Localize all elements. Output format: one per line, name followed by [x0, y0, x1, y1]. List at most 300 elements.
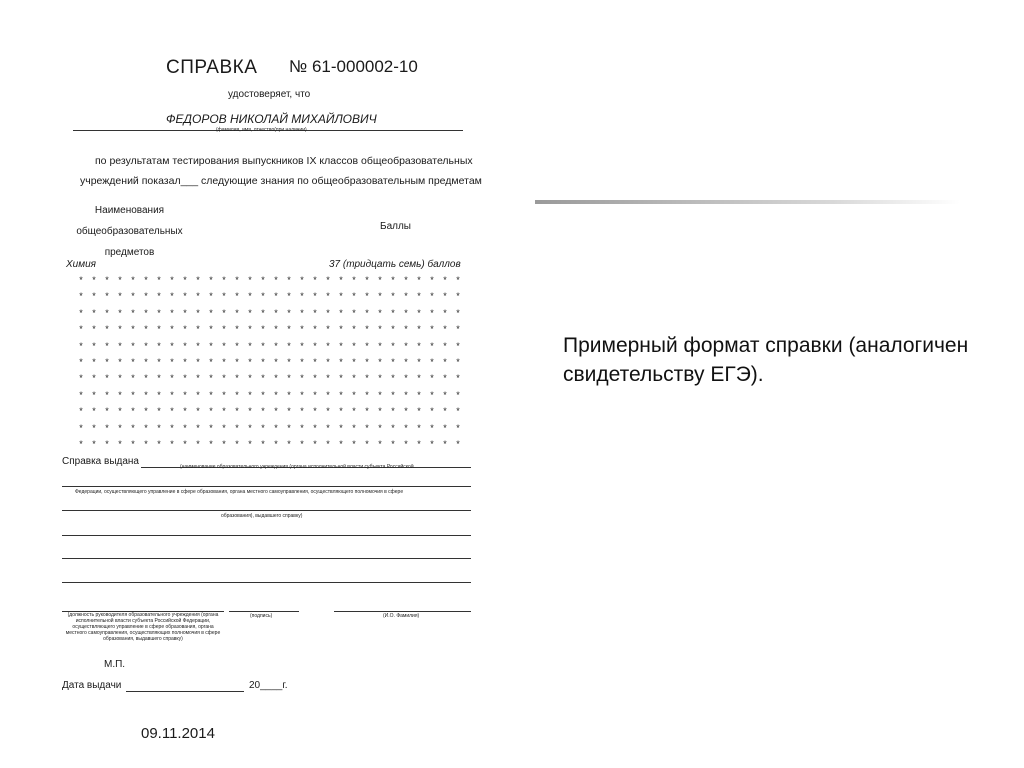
star-mark: * — [118, 357, 122, 367]
star-mark: * — [300, 324, 304, 335]
star-mark: * — [79, 275, 83, 285]
star-mark: * — [261, 373, 265, 384]
star-mark: * — [79, 340, 83, 351]
star-mark: * — [118, 406, 122, 417]
star-mark: * — [118, 291, 122, 302]
star-mark: * — [365, 291, 369, 302]
person-name: ФЕДОРОВ НИКОЛАЙ МИХАЙЛОВИЧ — [166, 112, 377, 126]
star-mark: * — [300, 307, 304, 318]
star-mark: * — [131, 373, 135, 384]
star-mark: * — [261, 324, 265, 335]
stamp-label: М.П. — [104, 659, 126, 670]
star-mark: * — [209, 373, 213, 384]
star-mark: * — [365, 422, 369, 433]
star-mark: * — [235, 373, 239, 384]
star-mark: * — [378, 324, 382, 335]
star-mark: * — [79, 307, 83, 318]
star-mark: * — [352, 357, 356, 367]
star-row — [77, 424, 462, 433]
star-mark: * — [170, 422, 174, 433]
star-mark: * — [170, 340, 174, 351]
star-mark: * — [131, 439, 135, 449]
star-mark: * — [339, 422, 343, 433]
star-mark: * — [131, 422, 135, 433]
star-mark: * — [313, 324, 317, 335]
star-mark: * — [443, 324, 447, 335]
star-mark: * — [417, 275, 421, 285]
column-score-header: Баллы — [380, 221, 411, 232]
star-mark: * — [105, 357, 109, 367]
column-subject-header — [62, 200, 197, 263]
star-mark: * — [404, 340, 408, 351]
star-mark: * — [131, 389, 135, 400]
star-row — [77, 276, 462, 285]
star-mark: * — [183, 389, 187, 400]
star-mark: * — [313, 439, 317, 449]
document-number: № 61-000002-10 — [289, 57, 418, 76]
slide-caption: Примерный формат справки (аналогичен свидетельству ЕГЭ). — [563, 334, 969, 386]
star-mark: * — [131, 340, 135, 351]
star-mark: * — [196, 357, 200, 367]
star-mark: * — [430, 422, 434, 433]
star-mark: * — [235, 340, 239, 351]
star-mark: * — [443, 307, 447, 318]
star-mark: * — [313, 275, 317, 285]
star-mark: * — [404, 439, 408, 449]
sig-name-line — [334, 611, 471, 612]
star-mark: * — [157, 275, 161, 285]
star-mark: * — [209, 324, 213, 335]
star-mark: * — [391, 275, 395, 285]
star-row — [77, 325, 462, 334]
star-mark: * — [326, 307, 330, 318]
star-mark: * — [417, 439, 421, 449]
star-mark: * — [274, 373, 278, 384]
star-mark: * — [131, 291, 135, 302]
star-mark: * — [235, 422, 239, 433]
star-mark: * — [378, 275, 382, 285]
star-mark: * — [274, 340, 278, 351]
star-mark: * — [417, 307, 421, 318]
star-mark: * — [326, 373, 330, 384]
star-mark: * — [196, 324, 200, 335]
star-mark: * — [196, 340, 200, 351]
star-mark: * — [365, 357, 369, 367]
star-mark: * — [443, 439, 447, 449]
star-mark: * — [235, 307, 239, 318]
star-mark: * — [79, 389, 83, 400]
star-mark: * — [300, 357, 304, 367]
star-mark: * — [456, 422, 460, 433]
star-mark: * — [404, 275, 408, 285]
star-mark: * — [274, 307, 278, 318]
star-mark: * — [326, 422, 330, 433]
star-mark: * — [118, 439, 122, 449]
star-mark: * — [144, 307, 148, 318]
star-mark: * — [92, 439, 96, 449]
star-mark: * — [170, 389, 174, 400]
star-mark: * — [92, 307, 96, 318]
star-mark: * — [326, 324, 330, 335]
star-mark: * — [326, 275, 330, 285]
star-mark: * — [300, 422, 304, 433]
star-mark: * — [92, 275, 96, 285]
star-mark: * — [339, 291, 343, 302]
star-mark: * — [209, 406, 213, 417]
sig-name-caption: (И.О. Фамилия) — [383, 613, 420, 619]
star-mark: * — [261, 439, 265, 449]
star-mark: * — [248, 406, 252, 417]
star-mark: * — [157, 439, 161, 449]
star-mark: * — [209, 291, 213, 302]
star-mark: * — [391, 373, 395, 384]
star-mark: * — [209, 275, 213, 285]
star-mark: * — [456, 406, 460, 417]
star-mark: * — [365, 406, 369, 417]
star-mark: * — [248, 340, 252, 351]
person-name-caption: (фамилия, имя, отчество(при наличии) — [216, 127, 307, 133]
star-mark: * — [144, 357, 148, 367]
star-mark: * — [157, 340, 161, 351]
star-mark: * — [235, 291, 239, 302]
star-mark: * — [222, 422, 226, 433]
star-mark: * — [92, 422, 96, 433]
star-mark: * — [274, 389, 278, 400]
star-mark: * — [261, 275, 265, 285]
star-mark: * — [404, 389, 408, 400]
star-mark: * — [339, 439, 343, 449]
star-mark: * — [430, 373, 434, 384]
star-mark: * — [417, 357, 421, 367]
star-mark: * — [365, 340, 369, 351]
star-mark: * — [326, 291, 330, 302]
star-mark: * — [131, 406, 135, 417]
star-mark: * — [339, 406, 343, 417]
star-mark: * — [456, 373, 460, 384]
star-mark: * — [183, 422, 187, 433]
star-mark: * — [352, 340, 356, 351]
star-mark: * — [183, 406, 187, 417]
star-mark: * — [456, 324, 460, 335]
star-mark: * — [378, 357, 382, 367]
star-mark: * — [339, 324, 343, 335]
star-mark: * — [313, 406, 317, 417]
star-mark: * — [313, 357, 317, 367]
star-mark: * — [326, 439, 330, 449]
star-mark: * — [417, 389, 421, 400]
star-mark: * — [300, 291, 304, 302]
star-mark: * — [222, 291, 226, 302]
blank-line-1 — [62, 535, 471, 536]
star-mark: * — [144, 324, 148, 335]
star-mark: * — [248, 373, 252, 384]
star-mark: * — [157, 307, 161, 318]
star-row — [77, 309, 462, 318]
star-mark: * — [417, 422, 421, 433]
star-mark: * — [404, 373, 408, 384]
sig-signature-caption: (подпись) — [250, 613, 273, 619]
star-mark: * — [417, 340, 421, 351]
star-mark: * — [274, 406, 278, 417]
star-row — [77, 391, 462, 400]
sig-position-caption: (должность руководителя образовательного учреждения (органа исполнительной власти субъекта Российской Федерации, осуществляющего управление в сфере образования, органа местного самоуправления, осуществляющих полномочия в сфере образования, выдавшего справку) — [65, 612, 221, 642]
star-mark: * — [92, 373, 96, 384]
star-mark: * — [170, 357, 174, 367]
star-mark: * — [326, 340, 330, 351]
star-mark: * — [313, 373, 317, 384]
star-mark: * — [144, 389, 148, 400]
star-mark: * — [287, 373, 291, 384]
star-mark: * — [209, 389, 213, 400]
star-mark: * — [183, 275, 187, 285]
star-mark: * — [170, 275, 174, 285]
star-mark: * — [391, 340, 395, 351]
issued-caption-3: образования), выдавшего справку) — [221, 513, 303, 519]
star-mark: * — [391, 307, 395, 318]
star-mark: * — [326, 357, 330, 367]
star-mark: * — [313, 291, 317, 302]
star-mark: * — [313, 389, 317, 400]
star-mark: * — [274, 324, 278, 335]
star-mark: * — [144, 439, 148, 449]
star-mark: * — [92, 406, 96, 417]
star-mark: * — [118, 373, 122, 384]
star-mark: * — [183, 307, 187, 318]
star-mark: * — [378, 307, 382, 318]
issued-caption-2: Федерации, осуществляющего управление в сфере образования, органа местного самоуправления, осуществляющего полномочия в сфере — [75, 489, 404, 495]
star-mark: * — [261, 422, 265, 433]
star-mark: * — [261, 389, 265, 400]
star-mark: * — [118, 275, 122, 285]
star-mark: * — [261, 406, 265, 417]
star-mark: * — [391, 406, 395, 417]
star-mark: * — [196, 373, 200, 384]
star-mark: * — [430, 439, 434, 449]
star-mark: * — [157, 291, 161, 302]
column-subject-header-line-1: Наименования — [94, 205, 165, 216]
star-mark: * — [196, 422, 200, 433]
star-mark: * — [144, 422, 148, 433]
star-mark: * — [235, 357, 239, 367]
star-mark: * — [105, 389, 109, 400]
star-mark: * — [105, 340, 109, 351]
star-row — [77, 440, 462, 449]
star-mark: * — [222, 275, 226, 285]
star-mark: * — [222, 373, 226, 384]
star-mark: * — [443, 357, 447, 367]
star-mark: * — [170, 406, 174, 417]
star-mark: * — [170, 291, 174, 302]
star-mark: * — [105, 275, 109, 285]
star-mark: * — [170, 439, 174, 449]
star-mark: * — [248, 357, 252, 367]
star-mark: * — [105, 406, 109, 417]
star-mark: * — [456, 275, 460, 285]
star-mark: * — [313, 340, 317, 351]
star-mark: * — [274, 439, 278, 449]
star-mark: * — [326, 389, 330, 400]
star-mark: * — [443, 406, 447, 417]
star-mark: * — [313, 422, 317, 433]
star-mark: * — [274, 275, 278, 285]
star-mark: * — [365, 439, 369, 449]
date-line — [126, 691, 244, 692]
star-mark: * — [456, 307, 460, 318]
star-mark: * — [404, 357, 408, 367]
star-mark: * — [352, 324, 356, 335]
issued-caption-1: (наименование образовательного учреждения (органа исполнительной власти субъекта Российской — [180, 464, 414, 470]
star-mark: * — [222, 406, 226, 417]
subject-score: 37 (тридцать семь) баллов — [329, 259, 461, 270]
star-mark: * — [430, 389, 434, 400]
star-mark: * — [105, 373, 109, 384]
star-mark: * — [430, 340, 434, 351]
star-mark: * — [287, 357, 291, 367]
star-mark: * — [339, 389, 343, 400]
star-mark: * — [248, 275, 252, 285]
star-mark: * — [144, 291, 148, 302]
star-mark: * — [300, 406, 304, 417]
star-mark: * — [391, 291, 395, 302]
star-row — [77, 374, 462, 383]
star-mark: * — [404, 324, 408, 335]
star-mark: * — [157, 389, 161, 400]
star-mark: * — [105, 291, 109, 302]
star-mark: * — [287, 275, 291, 285]
star-mark: * — [196, 291, 200, 302]
star-mark: * — [300, 439, 304, 449]
star-mark: * — [131, 275, 135, 285]
blank-line-3 — [62, 582, 471, 583]
star-mark: * — [378, 340, 382, 351]
star-mark: * — [235, 275, 239, 285]
star-mark: * — [443, 373, 447, 384]
star-mark: * — [300, 389, 304, 400]
star-mark: * — [378, 439, 382, 449]
star-mark: * — [196, 307, 200, 318]
star-mark: * — [352, 389, 356, 400]
star-mark: * — [118, 324, 122, 335]
star-mark: * — [443, 422, 447, 433]
star-mark: * — [404, 307, 408, 318]
star-mark: * — [92, 324, 96, 335]
star-mark: * — [235, 439, 239, 449]
star-mark: * — [144, 373, 148, 384]
star-mark: * — [92, 340, 96, 351]
star-mark: * — [248, 291, 252, 302]
star-mark: * — [430, 307, 434, 318]
star-mark: * — [170, 373, 174, 384]
star-row — [77, 358, 462, 367]
star-mark: * — [378, 389, 382, 400]
star-mark: * — [417, 406, 421, 417]
star-mark: * — [287, 324, 291, 335]
star-mark: * — [105, 439, 109, 449]
star-mark: * — [118, 307, 122, 318]
star-mark: * — [105, 324, 109, 335]
star-mark: * — [287, 389, 291, 400]
issued-line-3 — [62, 510, 471, 511]
star-mark: * — [339, 373, 343, 384]
star-mark: * — [222, 357, 226, 367]
star-mark: * — [430, 406, 434, 417]
decorative-bar — [535, 200, 960, 204]
star-mark: * — [443, 340, 447, 351]
star-mark: * — [339, 307, 343, 318]
star-mark: * — [170, 324, 174, 335]
star-mark: * — [209, 307, 213, 318]
star-mark: * — [235, 324, 239, 335]
issued-line-2 — [62, 486, 471, 487]
star-mark: * — [300, 373, 304, 384]
star-mark: * — [339, 357, 343, 367]
star-mark: * — [313, 307, 317, 318]
star-mark: * — [196, 406, 200, 417]
subject-name: Химия — [66, 259, 96, 270]
star-mark: * — [391, 422, 395, 433]
star-mark: * — [157, 373, 161, 384]
star-mark: * — [131, 357, 135, 367]
star-mark: * — [352, 291, 356, 302]
star-mark: * — [378, 422, 382, 433]
star-mark: * — [183, 439, 187, 449]
star-mark: * — [131, 307, 135, 318]
star-mark: * — [378, 406, 382, 417]
star-mark: * — [196, 389, 200, 400]
star-row — [77, 342, 462, 351]
star-mark: * — [222, 340, 226, 351]
star-mark: * — [274, 291, 278, 302]
star-mark: * — [391, 324, 395, 335]
star-mark: * — [365, 373, 369, 384]
star-row — [77, 292, 462, 301]
star-mark: * — [456, 340, 460, 351]
star-mark: * — [365, 275, 369, 285]
star-mark: * — [118, 340, 122, 351]
star-mark: * — [352, 275, 356, 285]
star-mark: * — [378, 373, 382, 384]
star-mark: * — [118, 389, 122, 400]
star-mark: * — [456, 389, 460, 400]
star-mark: * — [79, 422, 83, 433]
star-mark: * — [261, 340, 265, 351]
star-mark: * — [79, 406, 83, 417]
star-mark: * — [209, 422, 213, 433]
star-mark: * — [222, 389, 226, 400]
star-mark: * — [443, 389, 447, 400]
star-mark: * — [144, 275, 148, 285]
star-mark: * — [352, 422, 356, 433]
column-subject-header-line-2: общеобразовательных — [76, 226, 183, 237]
star-mark: * — [300, 275, 304, 285]
star-mark: * — [183, 324, 187, 335]
star-mark: * — [261, 291, 265, 302]
star-mark: * — [287, 340, 291, 351]
star-mark: * — [248, 307, 252, 318]
star-mark: * — [105, 307, 109, 318]
star-mark: * — [248, 422, 252, 433]
star-mark: * — [404, 291, 408, 302]
star-mark: * — [365, 324, 369, 335]
star-mark: * — [404, 422, 408, 433]
star-mark: * — [391, 357, 395, 367]
star-mark: * — [92, 389, 96, 400]
star-mark: * — [79, 439, 83, 449]
star-mark: * — [274, 357, 278, 367]
star-mark: * — [209, 340, 213, 351]
star-mark: * — [183, 357, 187, 367]
star-mark: * — [391, 389, 395, 400]
